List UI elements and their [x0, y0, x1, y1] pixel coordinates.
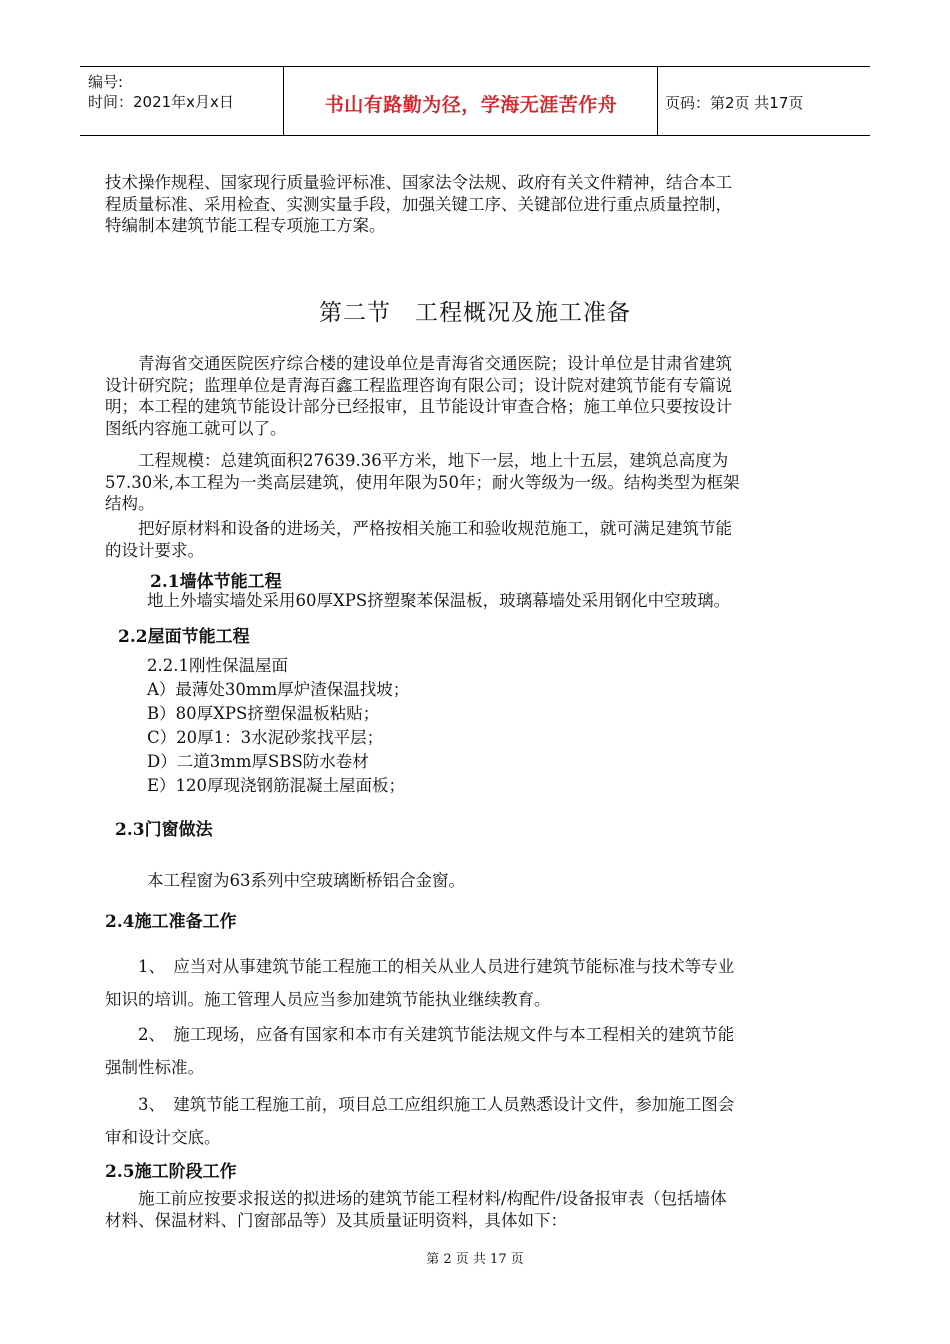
- scale-paragraph: [105, 450, 845, 515]
- text-line: 强制性标准。: [105, 1058, 204, 1077]
- header-time: 时间：2021年x月x日: [88, 93, 234, 111]
- material-paragraph: [105, 518, 845, 561]
- header-divider-right: [657, 66, 658, 136]
- roof-item: 2.2.1刚性保温屋面: [147, 656, 288, 675]
- roof-item: D）二道3mm厚SBS防水卷材: [147, 752, 369, 771]
- text-line: 图纸内容施工就可以了。: [105, 418, 287, 438]
- text-line: 1、 应当对从事建筑节能工程施工的相关从业人员进行建筑节能标准与技术等专业: [105, 957, 735, 976]
- text-line: 设计研究院；监理单位是青海百鑫工程监理咨询有限公司；设计院对建筑节能有专篇说: [105, 375, 732, 395]
- prep-paragraph-2: [105, 1018, 845, 1084]
- heading-2-1: 2.1墙体节能工程: [150, 572, 282, 592]
- window-text: 本工程窗为63系列中空玻璃断桥铝合金窗。: [147, 871, 465, 890]
- text-line: 57.30米,本工程为一类高层建筑，使用年限为50年；耐火等级为一级。结构类型为框架: [105, 472, 740, 492]
- header-motto: 书山有路勤为径，学海无涯苦作舟: [324, 94, 618, 116]
- text-line: 工程规模：总建筑面积27639.36平方米，地下一层，地上十五层，建筑总高度为: [105, 451, 729, 470]
- heading-2-4: 2.4施工准备工作: [105, 912, 237, 932]
- header-bottom-rule: [80, 135, 870, 136]
- roof-item: C）20厚1：3水泥砂浆找平层；: [147, 728, 384, 747]
- heading-2-2: 2.2屋面节能工程: [118, 627, 250, 647]
- intro-paragraph: [105, 172, 845, 237]
- text-line: 技术操作规程、国家现行质量验评标准、国家法令法规、政府有关文件精神，结合本工: [105, 173, 732, 192]
- header-meta: [88, 72, 234, 112]
- text-line: 青海省交通医院医疗综合楼的建设单位是青海省交通医院；设计单位是甘肃省建筑: [105, 354, 732, 373]
- prep-paragraph-1: [105, 950, 845, 1016]
- header-divider-left: [283, 66, 284, 136]
- text-line: 3、 建筑节能工程施工前，项目总工应组织施工人员熟悉设计文件，参加施工图会: [105, 1095, 735, 1114]
- text-line: 的设计要求。: [105, 540, 204, 560]
- page-footer: 第 2 页 共 17 页: [426, 1252, 524, 1267]
- header-top-rule: [80, 66, 870, 67]
- text-line: 明；本工程的建筑节能设计部分已经报审，且节能设计审查合格；施工单位只要按设计: [105, 397, 732, 416]
- roof-item: B）80厚XPS挤塑保温板粘贴；: [147, 704, 380, 723]
- text-line: 结构。: [105, 494, 155, 513]
- prep-paragraph-3: [105, 1088, 845, 1154]
- text-line: 把好原材料和设备的进场关，严格按相关施工和验收规范施工，就可满足建筑节能: [105, 519, 732, 538]
- wall-text: 地上外墙实墙处采用60厚XPS挤塑聚苯保温板，玻璃幕墙处采用钢化中空玻璃。: [147, 591, 731, 610]
- text-line: 审和设计交底。: [105, 1128, 221, 1147]
- heading-2-5: 2.5施工阶段工作: [105, 1162, 237, 1182]
- heading-2-3: 2.3门窗做法: [115, 820, 213, 840]
- text-line: 知识的培训。施工管理人员应当参加建筑节能执业继续教育。: [105, 990, 551, 1009]
- roof-item: E）120厚现浇钢筋混凝土屋面板；: [147, 776, 406, 795]
- stage-paragraph: [105, 1188, 845, 1231]
- text-line: 材料、保温材料、门窗部品等）及其质量证明资料，具体如下：: [105, 1210, 567, 1230]
- header-page-info: 页码：第2页 共17页: [665, 94, 804, 112]
- section-title: 第二节 工程概况及施工准备: [319, 300, 631, 326]
- text-line: 2、 施工现场，应备有国家和本市有关建筑节能法规文件与本工程相关的建筑节能: [105, 1025, 735, 1044]
- text-line: 特编制本建筑节能工程专项施工方案。: [105, 216, 386, 235]
- text-line: 程质量标准、采用检查、实测实量手段，加强关键工序、关键部位进行重点质量控制，: [105, 194, 732, 214]
- header-number: 编号:: [88, 73, 124, 91]
- page-header: [80, 66, 870, 136]
- text-line: 施工前应按要求报送的拟进场的建筑节能工程材料/构配件/设备报审表（包括墙体: [105, 1189, 727, 1208]
- overview-paragraph: [105, 353, 845, 439]
- roof-item: A）最薄处30mm厚炉渣保温找坡；: [147, 680, 410, 699]
